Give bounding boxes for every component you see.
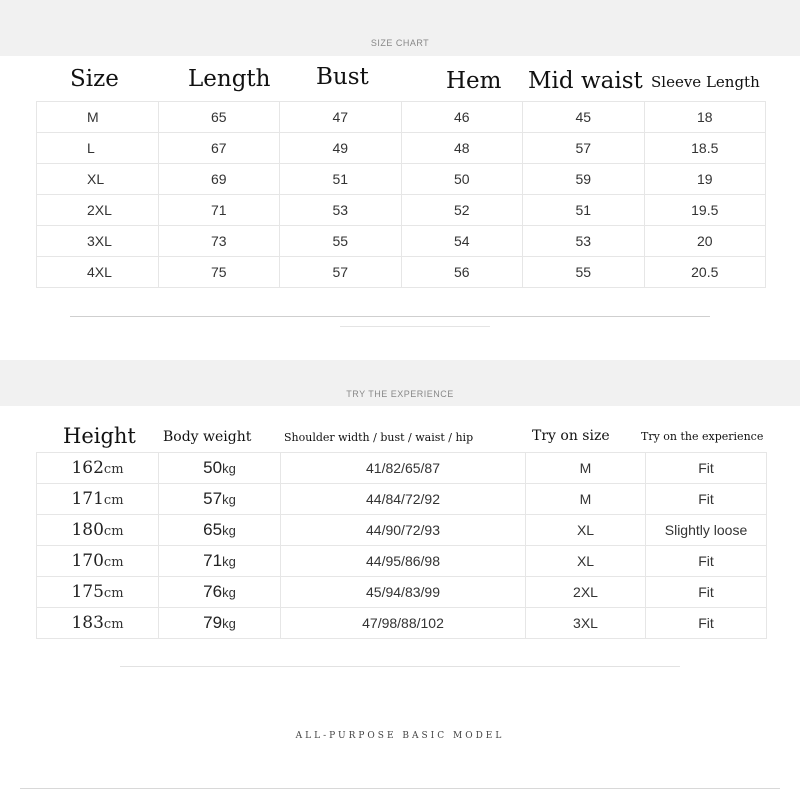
result-cell: Slightly loose: [646, 515, 767, 546]
hem-cell: 56: [401, 257, 523, 288]
experience-table: [36, 452, 767, 639]
weight-unit: kg: [222, 554, 236, 569]
size-cell: XL: [526, 546, 646, 577]
sleeve-length-cell: 18: [644, 102, 766, 133]
height-unit: cm: [103, 462, 124, 477]
divider: [70, 316, 710, 317]
weight-unit: kg: [222, 585, 236, 600]
experience-banner: [0, 360, 800, 406]
size-cell: 4XL: [37, 257, 159, 288]
result-cell: Fit: [646, 546, 767, 577]
hem-cell: 50: [401, 164, 523, 195]
weight-value: 71: [203, 551, 223, 570]
length-header: Length: [188, 66, 271, 92]
sleeve-length-cell: 20: [644, 226, 766, 257]
bust-cell: 55: [280, 226, 402, 257]
bust-cell: 53: [280, 195, 402, 226]
table-row: [37, 484, 767, 515]
length-cell: 71: [158, 195, 280, 226]
weight-cell: [159, 484, 281, 515]
size-chart-title: SIZE CHART: [370, 38, 430, 48]
height-value: 162: [71, 458, 104, 478]
measurements-cell: 44/90/72/93: [281, 515, 526, 546]
size-cell: M: [526, 453, 646, 484]
sleeve-length-cell: 19.5: [644, 195, 766, 226]
bust-header: Bust: [316, 64, 369, 90]
size-cell: M: [526, 484, 646, 515]
measurements-cell: 44/84/72/92: [281, 484, 526, 515]
height-unit: cm: [103, 524, 124, 539]
height-value: 170: [71, 551, 104, 571]
table-row: [37, 226, 766, 257]
length-cell: 73: [158, 226, 280, 257]
length-cell: 65: [158, 102, 280, 133]
measurements-cell: 45/94/83/99: [281, 577, 526, 608]
hem-cell: 46: [401, 102, 523, 133]
weight-cell: [159, 453, 281, 484]
size-cell: M: [37, 102, 159, 133]
table-row: [37, 608, 767, 639]
weight-cell: [159, 515, 281, 546]
size-header: Size: [70, 66, 119, 92]
result-cell: Fit: [646, 577, 767, 608]
table-row: [37, 102, 766, 133]
result-cell: Fit: [646, 453, 767, 484]
hem-cell: 54: [401, 226, 523, 257]
height-unit: cm: [103, 586, 124, 601]
size-cell: 2XL: [37, 195, 159, 226]
height-unit: cm: [103, 555, 124, 570]
hem-header: Hem: [446, 68, 502, 94]
mid-waist-cell: 55: [523, 257, 645, 288]
size-chart-table: [36, 101, 766, 288]
table-row: [37, 546, 767, 577]
table-row: [37, 453, 767, 484]
size-cell: 3XL: [37, 226, 159, 257]
height-cell: [37, 515, 159, 546]
weight-cell: [159, 608, 281, 639]
height-cell: [37, 453, 159, 484]
height-value: 171: [71, 489, 104, 509]
mid-waist-cell: 45: [523, 102, 645, 133]
result-cell: Fit: [646, 484, 767, 515]
hem-cell: 52: [401, 195, 523, 226]
weight-value: 57: [203, 489, 223, 508]
weight-value: 76: [203, 582, 223, 601]
table-row: [37, 164, 766, 195]
measurements-cell: 41/82/65/87: [281, 453, 526, 484]
height-value: 183: [71, 613, 104, 633]
experience-title: TRY THE EXPERIENCE: [346, 389, 454, 399]
length-cell: 69: [158, 164, 280, 195]
sleeve-length-header: Sleeve Length: [651, 73, 760, 91]
mid-waist-cell: 59: [523, 164, 645, 195]
hem-cell: 48: [401, 133, 523, 164]
size-cell: L: [37, 133, 159, 164]
bust-cell: 49: [280, 133, 402, 164]
mid-waist-header: Mid waist: [528, 68, 643, 94]
sleeve-length-cell: 18.5: [644, 133, 766, 164]
sleeve-length-cell: 20.5: [644, 257, 766, 288]
divider: [120, 666, 680, 667]
size-cell: 3XL: [526, 608, 646, 639]
weight-unit: kg: [222, 523, 236, 538]
measurements-header: Shoulder width / bust / waist / hip: [284, 431, 474, 444]
weight-unit: kg: [222, 616, 236, 631]
table-row: [37, 515, 767, 546]
height-cell: [37, 484, 159, 515]
weight-value: 50: [203, 458, 223, 477]
height-cell: [37, 577, 159, 608]
sleeve-length-cell: 19: [644, 164, 766, 195]
body-weight-header: Body weight: [163, 429, 252, 445]
weight-unit: kg: [222, 461, 236, 476]
table-row: [37, 133, 766, 164]
footer-text: ALL-PURPOSE BASIC MODEL: [295, 731, 505, 741]
bust-cell: 51: [280, 164, 402, 195]
size-cell: 2XL: [526, 577, 646, 608]
height-value: 175: [71, 582, 104, 602]
table-row: [37, 257, 766, 288]
height-unit: cm: [103, 493, 124, 508]
bust-cell: 57: [280, 257, 402, 288]
try-on-size-header: Try on size: [532, 428, 610, 444]
height-value: 180: [71, 520, 104, 540]
table-row: [37, 577, 767, 608]
try-on-experience-header: Try on the experience: [641, 430, 764, 443]
mid-waist-cell: 51: [523, 195, 645, 226]
size-cell: XL: [526, 515, 646, 546]
result-cell: Fit: [646, 608, 767, 639]
length-cell: 67: [158, 133, 280, 164]
measurements-cell: 44/95/86/98: [281, 546, 526, 577]
height-cell: [37, 546, 159, 577]
height-unit: cm: [103, 617, 124, 632]
size-chart-banner: [0, 0, 800, 56]
divider: [340, 326, 490, 327]
weight-cell: [159, 546, 281, 577]
size-cell: XL: [37, 164, 159, 195]
bottom-divider: [20, 788, 780, 789]
weight-cell: [159, 577, 281, 608]
measurements-cell: 47/98/88/102: [281, 608, 526, 639]
weight-value: 79: [203, 613, 223, 632]
length-cell: 75: [158, 257, 280, 288]
mid-waist-cell: 57: [523, 133, 645, 164]
height-cell: [37, 608, 159, 639]
height-header: Height: [63, 424, 136, 448]
weight-unit: kg: [222, 492, 236, 507]
weight-value: 65: [203, 520, 223, 539]
mid-waist-cell: 53: [523, 226, 645, 257]
bust-cell: 47: [280, 102, 402, 133]
table-row: [37, 195, 766, 226]
